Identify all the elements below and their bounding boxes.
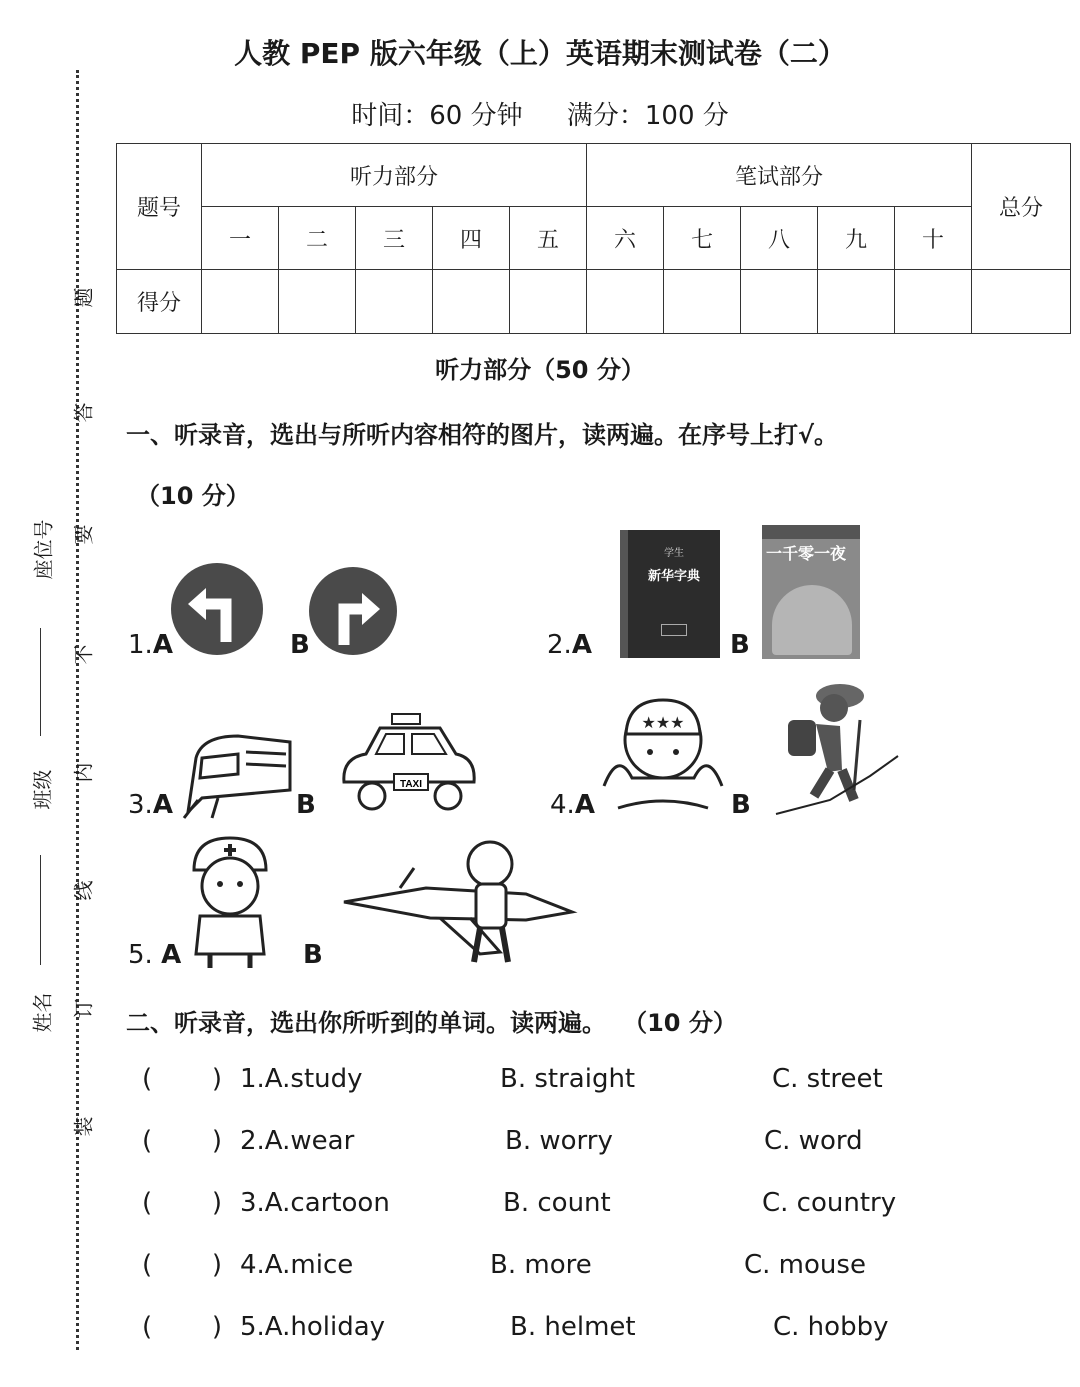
score-input-cell[interactable] <box>664 270 741 334</box>
turn-left-sign-icon <box>170 562 264 656</box>
exam-full-score: 满分：100 分 <box>566 101 729 131</box>
binding-char-4: 不 <box>71 644 96 665</box>
score-input-cell[interactable] <box>202 270 279 334</box>
dictionary-book-icon <box>620 530 720 658</box>
num-cell: 一 <box>202 207 279 270</box>
score-input-cell[interactable] <box>356 270 433 334</box>
dictionary-top-text: 学生 <box>664 548 684 559</box>
q4-label <box>550 790 595 820</box>
option-3-b: B. count <box>503 1188 611 1218</box>
storybook-title: 一千零一夜 <box>766 544 847 563</box>
q4-option-a-label[interactable]: A <box>574 790 595 820</box>
turn-right-sign-icon <box>308 565 398 657</box>
option-1-b: B. straight <box>500 1064 636 1094</box>
defen-cell: 得分 <box>117 270 202 334</box>
num-cell: 十 <box>895 207 972 270</box>
binding-dotted-line <box>76 70 79 1350</box>
q5-number: 5. <box>128 940 162 970</box>
num-cell: 二 <box>279 207 356 270</box>
binding-char-1: 题 <box>71 287 96 308</box>
q2-number: 2. <box>547 630 572 660</box>
binding-char-3: 要 <box>71 524 96 545</box>
binding-char-8: 装 <box>71 1116 96 1137</box>
num-cell: 五 <box>510 207 587 270</box>
storybook-cover-icon <box>762 525 860 659</box>
seat-number-line <box>40 628 41 736</box>
total-header-cell: 总分 <box>972 144 1071 270</box>
svg-text:★★★: ★★★ <box>641 713 685 732</box>
score-table <box>116 143 1071 334</box>
exam-time: 时间：60 分钟 <box>351 101 523 131</box>
q4-option-b-label[interactable]: B <box>731 790 751 820</box>
q2-option-a-label[interactable]: A <box>571 630 592 660</box>
option-2-b: B. worry <box>505 1126 613 1156</box>
option-3-c: C. country <box>762 1188 897 1218</box>
class-label: 班级 <box>30 769 55 810</box>
score-input-cell[interactable] <box>510 270 587 334</box>
class-line <box>40 855 41 965</box>
q1-number: 1. <box>128 630 153 660</box>
num-cell: 八 <box>741 207 818 270</box>
listening-header-cell: 听力部分 <box>202 144 587 207</box>
option-3-a: 3.A.cartoon <box>240 1188 390 1218</box>
q5-option-b-label[interactable]: B <box>303 940 323 970</box>
listening-heading: 听力部分（50 分） <box>435 356 645 384</box>
option-2-a: 2.A.wear <box>240 1126 355 1156</box>
name-label: 姓名 <box>30 992 55 1033</box>
option-5-b: B. helmet <box>510 1312 636 1342</box>
option-4-a: 4.A.mice <box>240 1250 354 1280</box>
option-5-c: C. hobby <box>773 1312 889 1342</box>
q3-number: 3. <box>128 790 153 820</box>
num-cell: 九 <box>818 207 895 270</box>
seat-number-label: 座位号 <box>31 519 56 580</box>
option-2-c: C. word <box>764 1126 863 1156</box>
score-input-cell[interactable] <box>741 270 818 334</box>
binding-char-5: 内 <box>71 762 96 783</box>
swimmer-icon <box>598 690 728 814</box>
q3-option-b-label[interactable]: B <box>296 790 316 820</box>
hiker-icon <box>770 680 900 818</box>
exam-subtitle <box>0 95 1080 132</box>
option-1-a: 1.A.study <box>240 1064 363 1094</box>
writing-header-cell: 笔试部分 <box>587 144 972 207</box>
q4-number: 4. <box>550 790 575 820</box>
binding-char-7: 订 <box>71 998 96 1019</box>
option-4-c: C. mouse <box>744 1250 866 1280</box>
total-score-cell[interactable] <box>972 270 1071 334</box>
option-5-a: 5.A.holiday <box>240 1312 386 1342</box>
answer-blank-5[interactable]: ( ) <box>142 1312 222 1342</box>
score-input-cell[interactable] <box>818 270 895 334</box>
q2-option-b-label[interactable]: B <box>730 630 750 660</box>
binding-char-2: 答 <box>71 402 96 423</box>
q5-label <box>128 940 181 970</box>
answer-blank-4[interactable]: ( ) <box>142 1250 222 1280</box>
q2-label <box>547 630 592 660</box>
num-cell: 六 <box>587 207 664 270</box>
option-4-b: B. more <box>490 1250 592 1280</box>
doctor-icon <box>180 836 280 970</box>
taxi-sign-text: TAXI <box>399 779 423 790</box>
answer-blank-1[interactable]: ( ) <box>142 1064 222 1094</box>
binding-char-6: 线 <box>71 880 96 901</box>
num-cell: 七 <box>664 207 741 270</box>
train-icon <box>178 728 298 820</box>
pilot-jet-icon <box>340 838 578 970</box>
tihao-cell: 题号 <box>117 144 202 270</box>
q1-option-b-label[interactable]: B <box>290 630 310 660</box>
score-input-cell[interactable] <box>433 270 510 334</box>
answer-blank-3[interactable]: ( ) <box>142 1188 222 1218</box>
exam-title: 人教 PEP 版六年级（上）英语期末测试卷（二） <box>234 37 846 70</box>
section1-points: （10 分） <box>136 482 250 510</box>
num-cell: 三 <box>356 207 433 270</box>
option-1-c: C. street <box>772 1064 883 1094</box>
score-input-cell[interactable] <box>587 270 664 334</box>
answer-blank-2[interactable]: ( ) <box>142 1126 222 1156</box>
num-cell: 四 <box>433 207 510 270</box>
score-input-cell[interactable] <box>279 270 356 334</box>
section2-points: （10 分） <box>623 1009 737 1037</box>
dictionary-title: 新华字典 <box>647 569 700 584</box>
q5-option-a-label[interactable]: A <box>161 940 182 970</box>
taxi-icon <box>336 712 480 812</box>
section2-title: 二、听录音，选出你所听到的单词。读两遍。 <box>126 1009 606 1037</box>
q3-label <box>128 790 173 820</box>
q3-option-a-label[interactable]: A <box>152 790 173 820</box>
section1-title: 一、听录音，选出与所听内容相符的图片，读两遍。在序号上打√。 <box>126 421 839 449</box>
section2-heading <box>126 1003 737 1038</box>
q1-label <box>128 630 173 660</box>
q1-option-a-label[interactable]: A <box>152 630 173 660</box>
score-input-cell[interactable] <box>895 270 972 334</box>
